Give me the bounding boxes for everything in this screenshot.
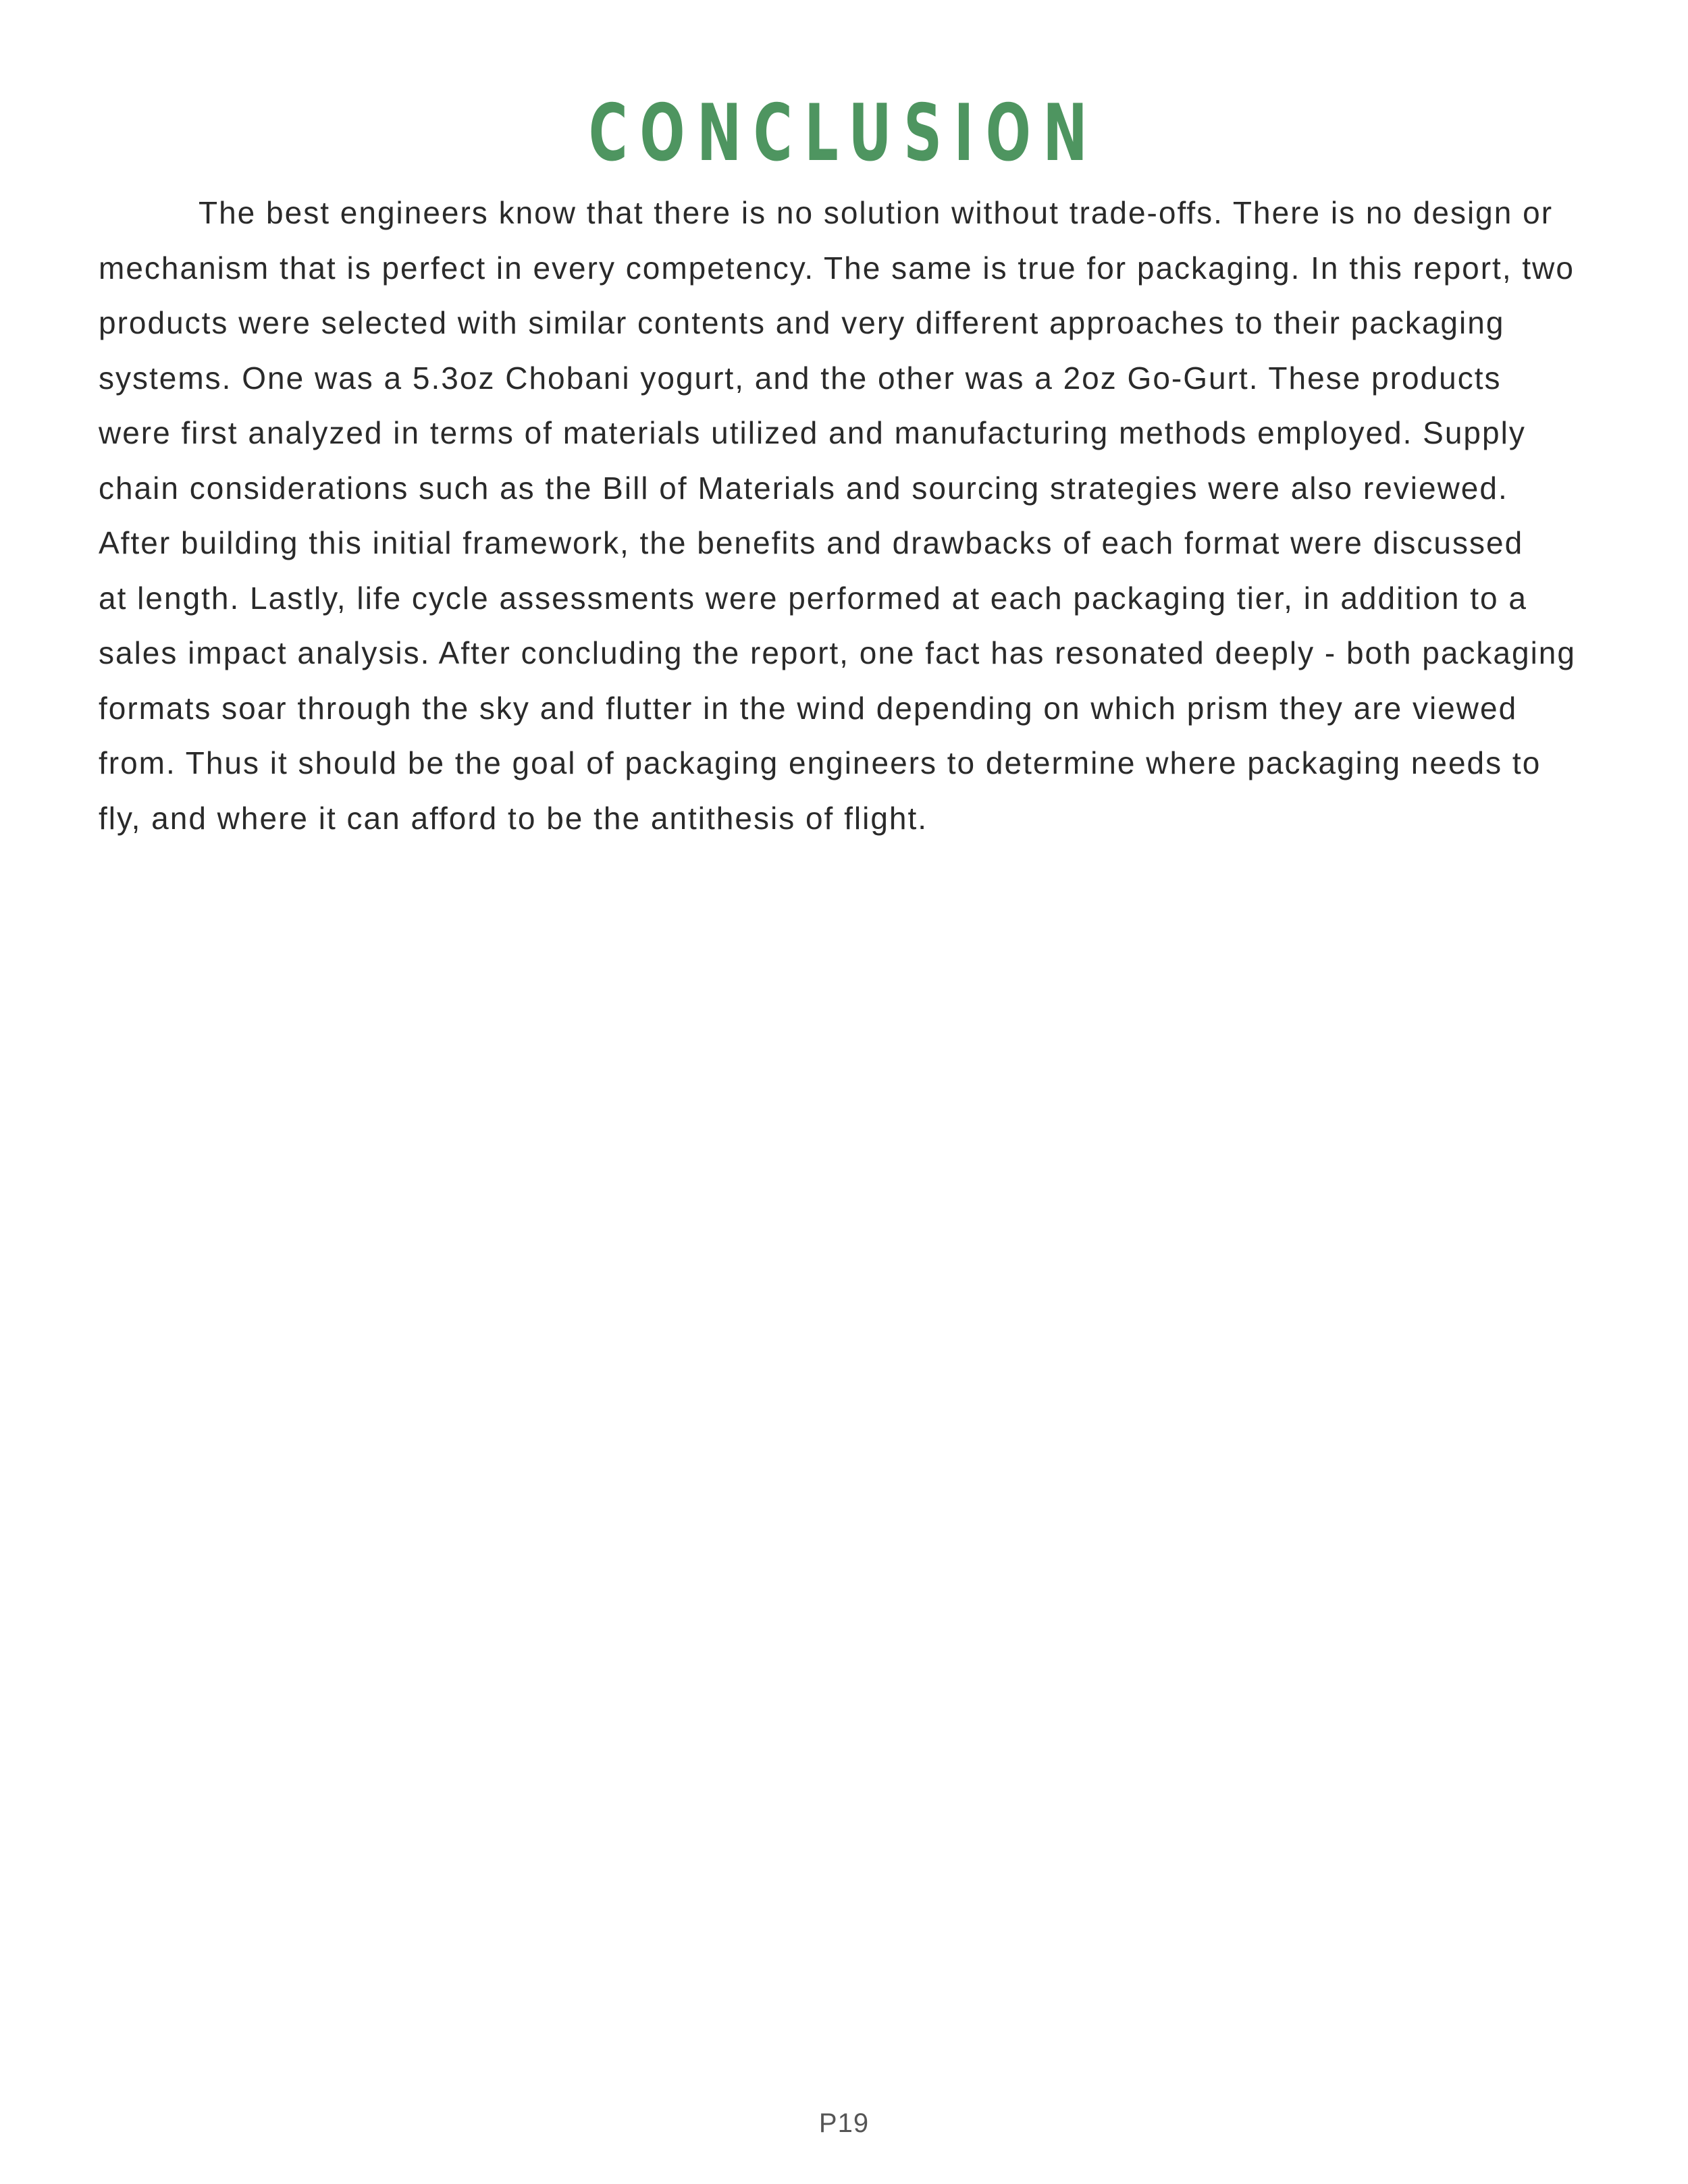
paragraph-line: at length. Lastly, life cycle assessments were performed at each packaging tier, in addition to a: [99, 580, 1527, 616]
paragraph-line: After building this initial framework, the benefits and drawbacks of each format were discussed: [99, 525, 1524, 560]
paragraph-line: sales impact analysis. After concluding the report, one fact has resonated deeply - both packaging: [99, 635, 1576, 670]
paragraph-line: formats soar through the sky and flutter in the wind depending on which prism they are viewed: [99, 690, 1518, 726]
paragraph-line: chain considerations such as the Bill of Materials and sourcing strategies were also reviewed.: [99, 470, 1508, 506]
paragraph-line: systems. One was a 5.3oz Chobani yogurt, and the other was a 2oz Go-Gurt. These products: [99, 360, 1502, 396]
paragraph-line: fly, and where it can afford to be the antithesis of flight.: [99, 800, 928, 836]
page-title: CONCLUSION: [588, 88, 1100, 179]
paragraph-line: mechanism that is perfect in every competency. The same is true for packaging. In this report, two: [99, 250, 1575, 286]
conclusion-paragraph: [99, 186, 1598, 846]
paragraph-line: were first analyzed in terms of materials utilized and manufacturing methods employed. Supply: [99, 415, 1526, 450]
paragraph-line: products were selected with similar contents and very different approaches to their packaging: [99, 305, 1505, 340]
paragraph-line: from. Thus it should be the goal of packaging engineers to determine where packaging needs to: [99, 745, 1541, 780]
paragraph-line: The best engineers know that there is no solution without trade-offs. There is no design or: [199, 195, 1554, 230]
page-number: P19: [818, 2108, 870, 2138]
